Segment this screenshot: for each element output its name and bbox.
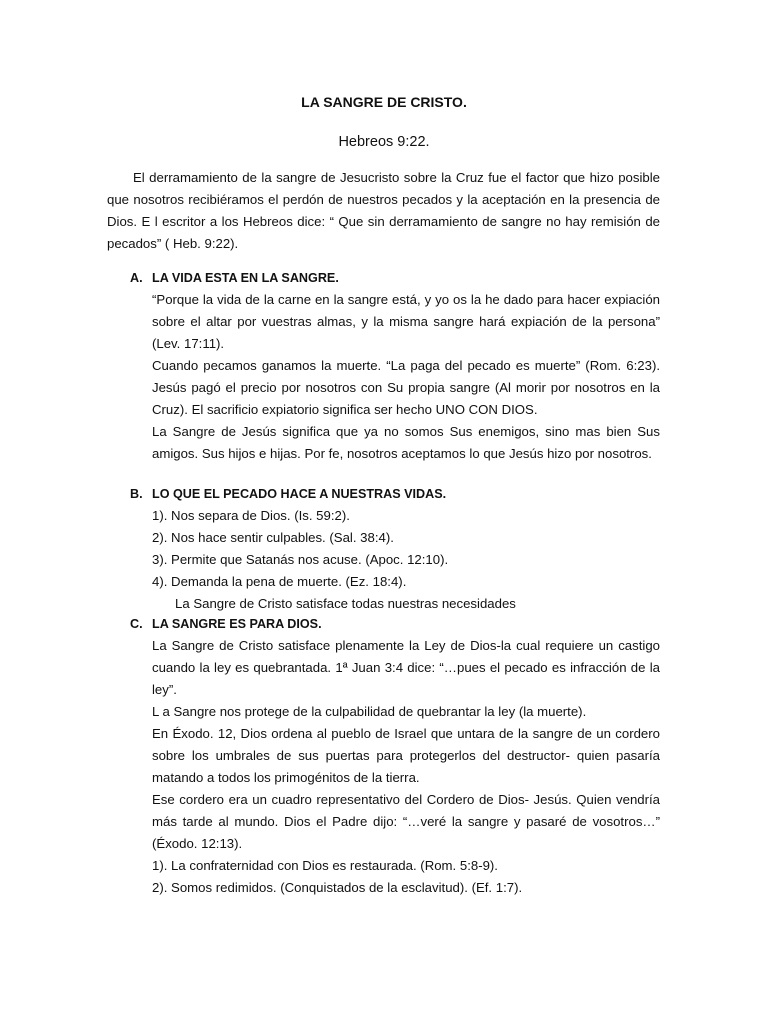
section-a-title: LA VIDA ESTA EN LA SANGRE.	[152, 271, 339, 285]
section-c-heading	[130, 613, 660, 635]
list-item: 2). Nos hace sentir culpables. (Sal. 38:4).	[152, 530, 394, 545]
section-c-paragraph: Ese cordero era un cuadro representativo del Cordero de Dios- Jesús. Quien vendría más tarde al mundo. Dios el Padre dijo: “…veré la sangre y pasaré de vosotros…” (Éxodo. 12:13).	[152, 792, 660, 851]
section-a-letter: A.	[130, 271, 143, 285]
section-a-paragraph: La Sangre de Jesús significa que ya no somos Sus enemigos, sino mas bien Sus amigos. Sus hijos e hijas. Por fe, nosotros aceptamos lo que Jesús hizo por nosotros.	[152, 424, 660, 461]
section-b	[130, 483, 660, 615]
section-c-title: LA SANGRE ES PARA DIOS.	[152, 617, 322, 631]
section-a-paragraph: “Porque la vida de la carne en la sangre está, y yo os la he dado para hacer expiación sobre el altar por vuestras almas, y la misma sangre hará expiación de la persona” (Lev. 17:11).	[152, 292, 660, 351]
section-c-letter: C.	[130, 617, 143, 631]
list-item: 1). La confraternidad con Dios es restaurada. (Rom. 5:8-9).	[152, 858, 498, 873]
section-b-letter: B.	[130, 487, 143, 501]
list-item: 1). Nos separa de Dios. (Is. 59:2).	[152, 508, 350, 523]
section-b-heading	[130, 483, 660, 505]
section-a	[130, 267, 660, 465]
section-b-body	[152, 505, 660, 615]
list-item: 4). Demanda la pena de muerte. (Ez. 18:4).	[152, 574, 407, 589]
list-item: 3). Permite que Satanás nos acuse. (Apoc. 12:10).	[152, 552, 449, 567]
list-item: 2). Somos redimidos. (Conquistados de la esclavitud). (Ef. 1:7).	[152, 880, 523, 895]
section-a-paragraph: Cuando pecamos ganamos la muerte. “La paga del pecado es muerte” (Rom. 6:23). Jesús pagó el precio por nosotros con Su propia sangre (Al morir por nosotros en la Cruz). El sacrificio expiatorio significa ser hecho UNO CON DIOS.	[152, 358, 660, 417]
section-c-body	[152, 635, 660, 899]
intro-paragraph: El derramamiento de la sangre de Jesucristo sobre la Cruz fue el factor que hizo posible que nosotros recibiéramos el perdón de nuestros pecados y la aceptación en la presencia de Dios. E l escritor a los Hebreos dice: “ Que sin derramamiento de sangre no hay remisión de pecados” ( Heb. 9:22).	[107, 170, 660, 251]
section-a-body	[152, 289, 660, 465]
document-title: LA SANGRE DE CRISTO.	[301, 94, 467, 110]
section-c-paragraph: La Sangre de Cristo satisface plenamente la Ley de Dios-la cual requiere un castigo cuando la ley es quebrantada. 1ª Juan 3:4 dice: “…pues el pecado es infracción de la ley”.	[152, 638, 660, 697]
section-b-note: La Sangre de Cristo satisface todas nuestras necesidades	[175, 596, 516, 611]
section-c	[130, 613, 660, 899]
section-a-heading	[130, 267, 660, 289]
document-subtitle: Hebreos 9:22.	[338, 134, 430, 150]
section-b-title: LO QUE EL PECADO HACE A NUESTRAS VIDAS.	[152, 487, 447, 501]
section-c-paragraph: En Éxodo. 12, Dios ordena al pueblo de Israel que untara de la sangre de un cordero sobre los umbrales de sus puertas para protegerlos del destructor- quien pasaría matando a todos los primogénitos de la tierra.	[152, 726, 660, 785]
section-c-paragraph: L a Sangre nos protege de la culpabilidad de quebrantar la ley (la muerte).	[152, 704, 587, 719]
